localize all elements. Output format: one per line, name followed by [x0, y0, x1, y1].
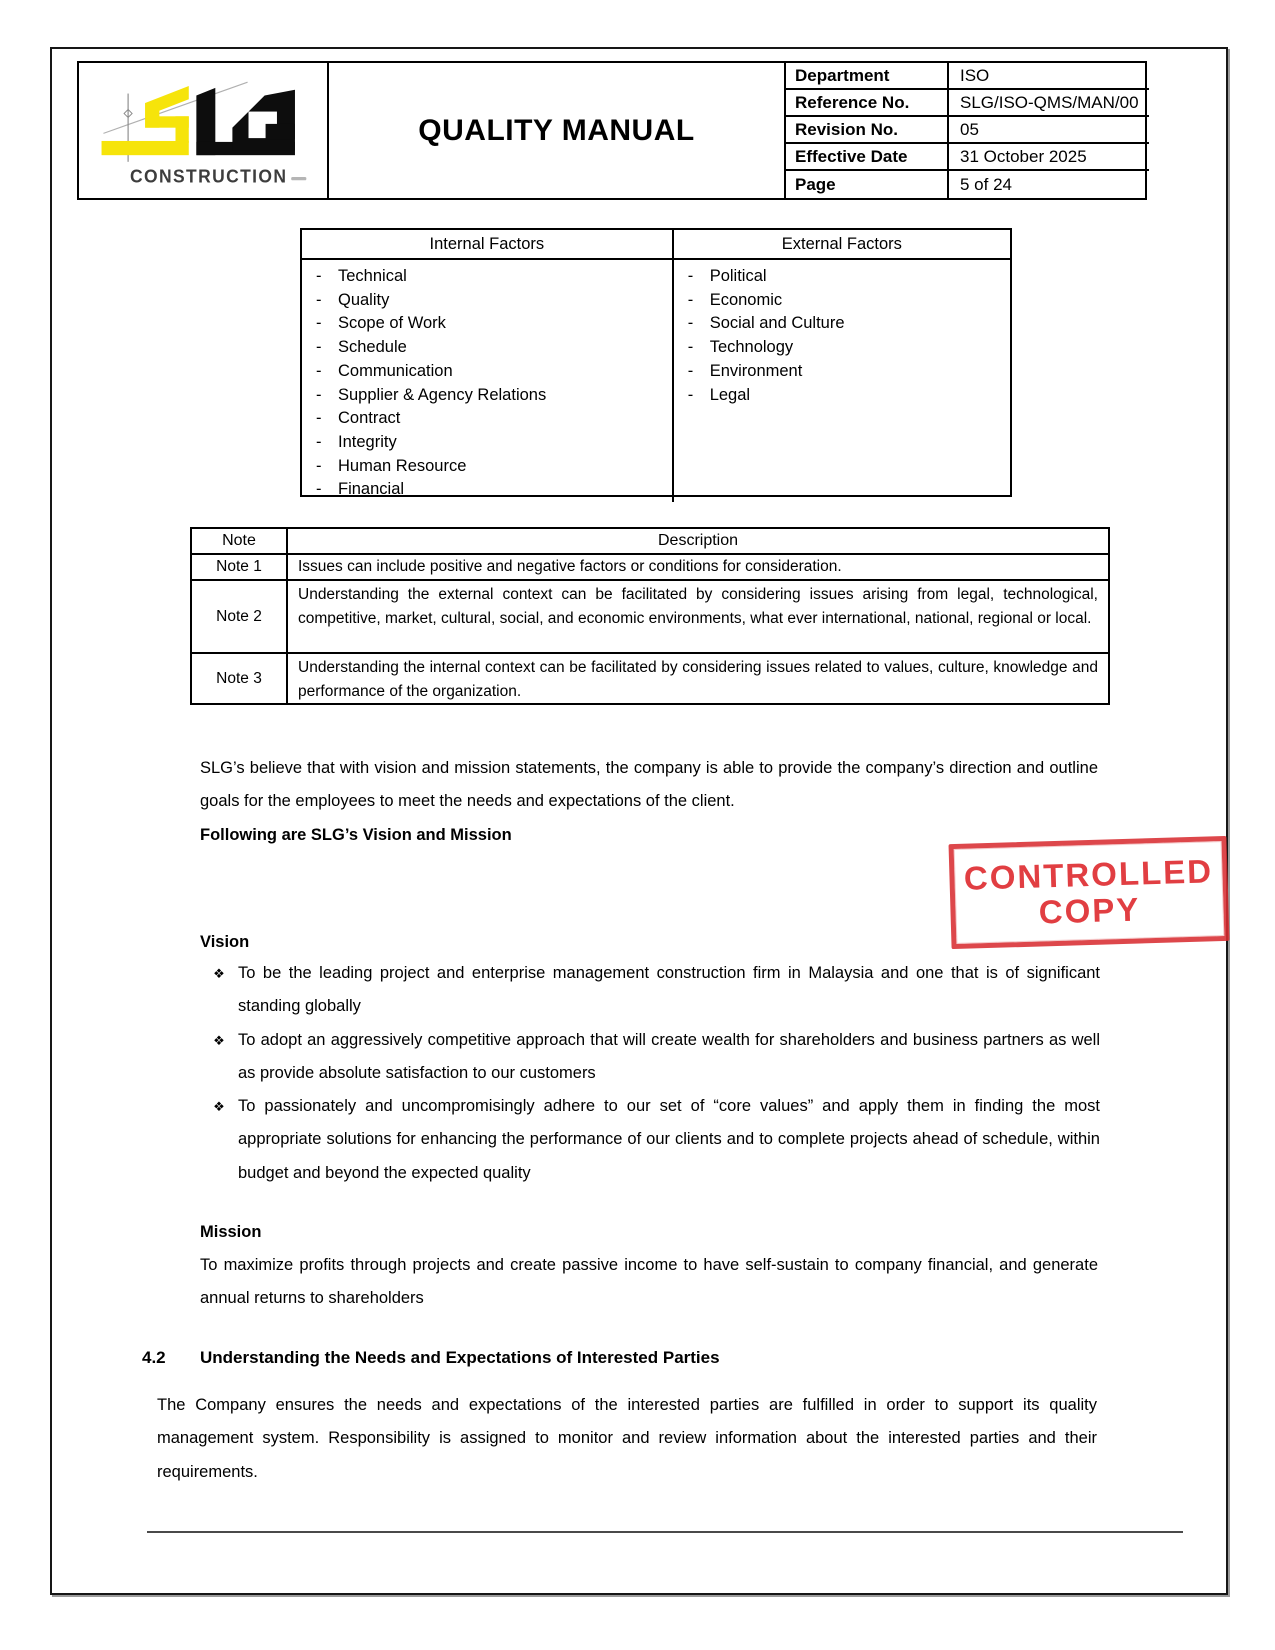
document-header-table [77, 61, 1147, 200]
list-item [674, 384, 1010, 408]
dash-marker: - [316, 267, 322, 285]
section-paragraph: The Company ensures the needs and expectations of the interested parties are fulfilled in order to support its quality management system. Responsibility is assigned to monitor and review information about the interested parties and their requirements. [157, 1396, 1097, 1481]
vision-heading: Vision [200, 933, 250, 951]
list-item [302, 289, 672, 313]
list-item [674, 360, 1010, 384]
logo-registration-smudge [291, 176, 306, 179]
diamond-bullet-icon: ❖ [213, 1099, 225, 1115]
dash-marker: - [687, 361, 694, 380]
document-title: QUALITY MANUAL [329, 63, 786, 198]
notes-header-description: Description [288, 529, 1108, 555]
mission-heading: Mission [200, 1223, 262, 1241]
vision-item-text: To adopt an aggressively competitive approach that will create wealth for shareholders and business partners as well as provide absolute satisfaction to our customers [238, 1030, 1100, 1082]
internal-factors-cell [302, 260, 674, 502]
internal-factor: Quality [338, 290, 390, 309]
vision-item-text: To be the leading project and enterprise management construction firm in Malaysia and one that is of significant standing globally [238, 964, 1100, 1016]
factors-header-internal: Internal Factors [302, 230, 674, 260]
intro-paragraph: SLG’s believe that with vision and mission statements, the company is able to provide the company’s direction and outline goals for the employees to meet the needs and expectations of the client. [200, 759, 1098, 811]
internal-factor: Supplier & Agency Relations [338, 385, 547, 404]
header-field-value: SLG/ISO-QMS/MAN/00 [949, 90, 1149, 117]
external-factor: Environment [709, 361, 803, 380]
internal-factor: Financial [338, 480, 405, 499]
list-item [674, 289, 1010, 313]
list-item [302, 360, 672, 384]
list-item [302, 312, 672, 336]
factors-header-external: External Factors [674, 230, 1010, 260]
list-item [302, 431, 672, 455]
dash-marker: - [316, 314, 322, 333]
dash-marker: - [316, 385, 322, 404]
external-factor: Legal [709, 385, 751, 404]
dash-marker: - [316, 480, 322, 499]
internal-factor: Contract [338, 409, 401, 428]
dash-marker: - [316, 361, 322, 380]
external-factor: Social and Culture [709, 314, 845, 333]
dash-marker: - [687, 314, 694, 333]
internal-factor: Schedule [338, 338, 407, 357]
header-field-value: 31 October 2025 [949, 144, 1149, 171]
list-item [302, 455, 672, 479]
controlled-copy-stamp [949, 836, 1230, 949]
vision-item [200, 957, 1100, 1024]
header-field-label: Department [786, 63, 949, 90]
vision-item [200, 1090, 1100, 1190]
external-factor: Economic [709, 290, 783, 309]
list-item [302, 265, 672, 289]
header-field-label: Effective Date [786, 144, 949, 171]
vision-item-text: To passionately and uncompromisingly adhere to our set of “core values” and apply them in finding the most appropriate solutions for enhancing the performance of our clients and to complete projects ahead of schedule, within budget and beyond the expected quality [238, 1097, 1100, 1182]
vision-item [200, 1024, 1100, 1091]
stamp-line-1: CONTROLLED [963, 851, 1214, 897]
intro-paragraph-block [200, 752, 1098, 852]
internal-factor: Human Resource [338, 456, 467, 475]
note-description: Issues can include positive and negative factors or conditions for consideration. [288, 555, 1108, 581]
note-label: Note 3 [192, 654, 288, 703]
note-description: Understanding the external context can be facilitated by considering issues arising from legal, technological, competitive, market, cultural, social, and economic environments, what ever international, national, regional or local. [288, 581, 1108, 654]
external-factor: Political [709, 267, 767, 285]
notes-table [190, 527, 1110, 705]
note-label: Note 1 [192, 555, 288, 581]
note-label: Note 2 [192, 581, 288, 654]
list-item [302, 478, 672, 502]
footer-divider [147, 1531, 1183, 1533]
slg-logo-icon [93, 67, 313, 195]
header-field-value: 05 [949, 117, 1149, 144]
factors-table [300, 228, 1012, 497]
section-number: 4.2 [142, 1348, 166, 1367]
list-item [674, 265, 1010, 289]
diamond-bullet-icon: ❖ [213, 966, 225, 981]
internal-factor: Integrity [338, 432, 397, 451]
dash-marker: - [316, 338, 322, 357]
dash-marker: - [687, 267, 694, 285]
dash-marker: - [316, 456, 322, 475]
internal-factor: Communication [338, 361, 453, 380]
internal-factor: Technical [338, 267, 407, 285]
list-item [674, 312, 1010, 336]
diamond-bullet-icon: ❖ [213, 1032, 225, 1048]
dash-marker: - [316, 432, 322, 451]
dash-marker: - [687, 290, 694, 309]
list-item [302, 384, 672, 408]
external-factor: Technology [709, 338, 794, 357]
notes-header-note: Note [192, 529, 288, 555]
dash-marker: - [687, 385, 694, 404]
header-field-label: Reference No. [786, 90, 949, 117]
header-field-label: Revision No. [786, 117, 949, 144]
internal-factor: Scope of Work [338, 314, 446, 333]
list-item [302, 407, 672, 431]
section-heading [142, 1341, 1102, 1374]
intro-bold-line: Following are SLG’s Vision and Mission [200, 825, 512, 844]
stamp-line-2: COPY [1038, 889, 1141, 930]
header-field-value: 5 of 24 [960, 174, 1012, 194]
list-item [674, 336, 1010, 360]
dash-marker: - [316, 409, 322, 428]
list-item [302, 336, 672, 360]
note-description: Understanding the internal context can be facilitated by considering issues related to values, culture, knowledge and performance of the organization. [298, 659, 1098, 700]
mission-paragraph: To maximize profits through projects and create passive income to have self-sustain to company financial, and generate annual returns to shareholders [200, 1256, 1098, 1308]
header-field-value: ISO [949, 63, 1149, 90]
vision-list [200, 957, 1100, 1190]
logo-construction-label: CONSTRUCTION [129, 166, 288, 187]
dash-marker: - [316, 290, 322, 309]
section-heading-text: Understanding the Needs and Expectations of Interested Parties [200, 1348, 720, 1367]
company-logo [79, 63, 329, 198]
external-factors-cell [674, 260, 1010, 502]
dash-marker: - [687, 338, 694, 357]
header-field-label: Page [786, 171, 949, 198]
